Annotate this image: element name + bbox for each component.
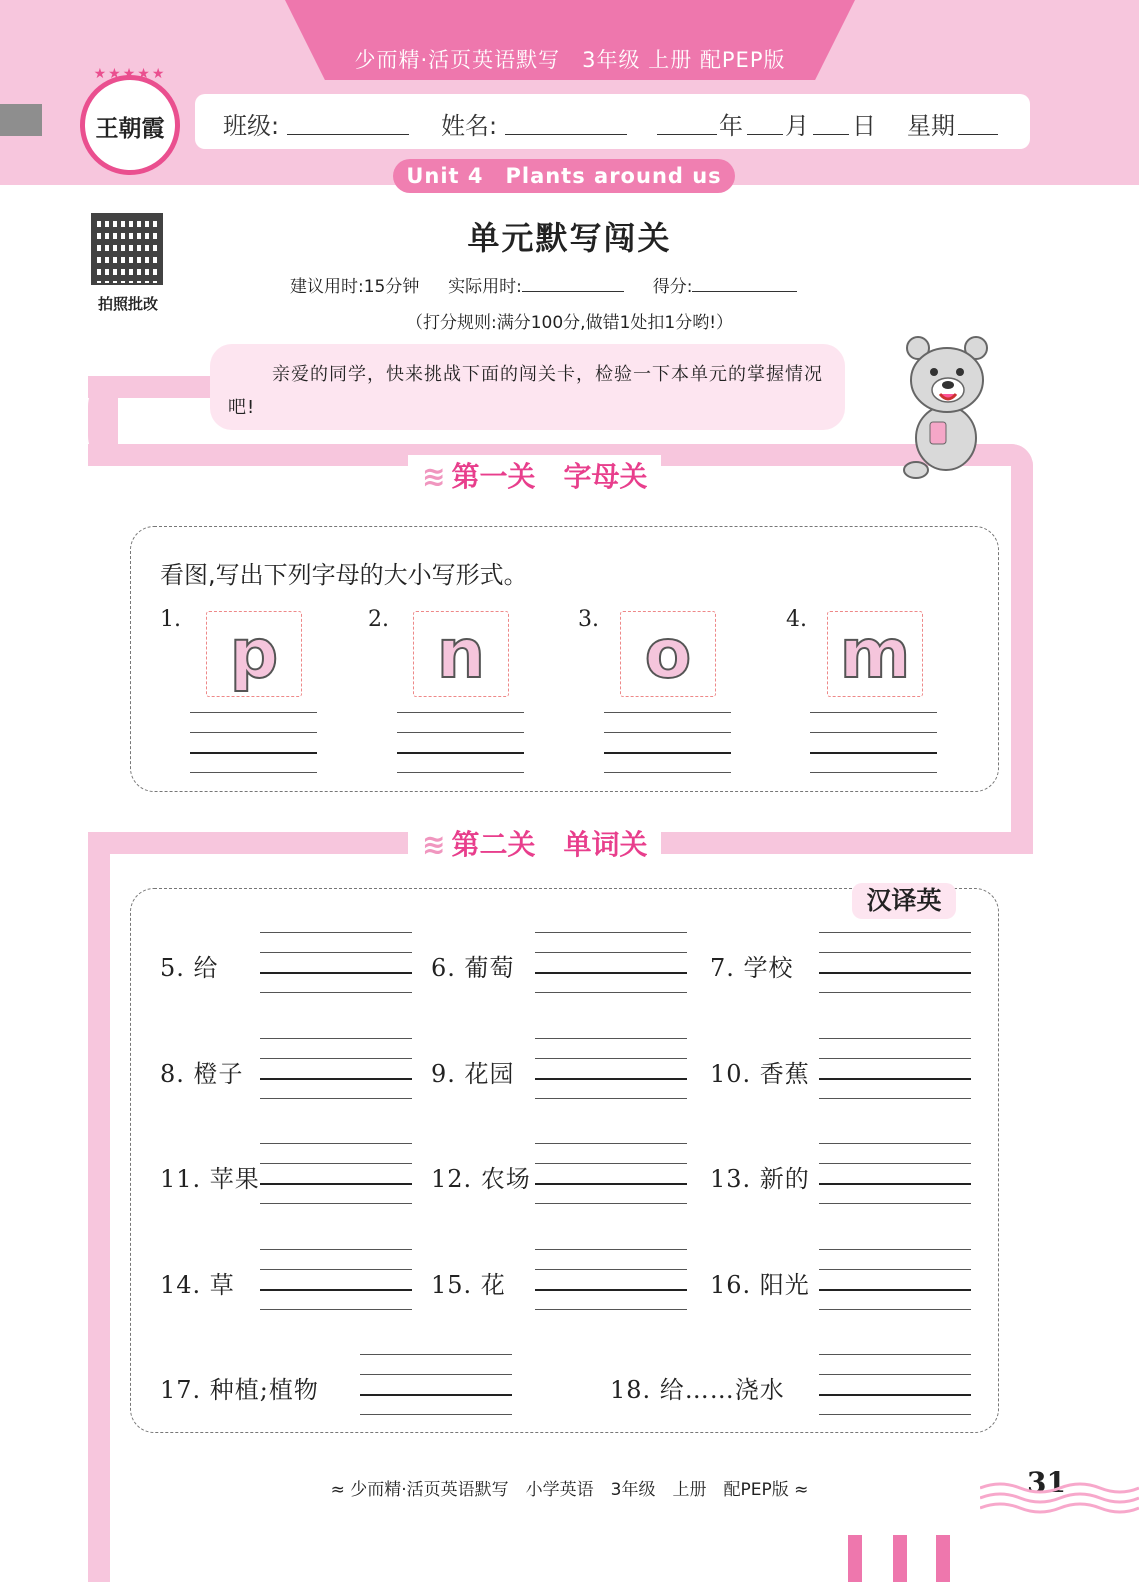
time-info xyxy=(290,272,797,297)
writing-line xyxy=(535,992,687,993)
letter-card-m xyxy=(827,611,923,697)
footer-wave-decoration xyxy=(980,1478,1139,1518)
writing-line xyxy=(535,1269,687,1270)
writing-line xyxy=(535,1163,687,1164)
word-item: 6. 葡萄 xyxy=(431,954,515,982)
writing-line xyxy=(535,1098,687,1099)
writing-line xyxy=(360,1374,512,1375)
track-segment xyxy=(88,832,110,1582)
level2-heading xyxy=(408,823,661,863)
level1-instruction: 看图,写出下列字母的大小写形式。 xyxy=(160,561,528,589)
day-label: 日 xyxy=(852,112,876,140)
student-info-box xyxy=(195,94,1030,149)
suggested-time: 建议用时:15分钟 xyxy=(290,277,420,297)
writing-line xyxy=(535,1309,687,1310)
logo-stars: ★★★★★ xyxy=(93,66,167,82)
week-field[interactable] xyxy=(958,134,998,135)
page-number: 31 xyxy=(1027,1466,1066,1499)
writing-line xyxy=(260,1203,412,1204)
writing-line xyxy=(397,712,524,713)
writing-line xyxy=(819,1309,971,1310)
writing-line xyxy=(810,712,937,713)
speech-bubble-text: 亲爱的同学，快来挑战下面的闯关卡，检验一下本单元的掌握情况吧! xyxy=(228,364,823,418)
writing-line[interactable] xyxy=(810,752,937,754)
writing-line xyxy=(819,1414,971,1415)
writing-line[interactable] xyxy=(535,972,687,974)
writing-line xyxy=(260,932,412,933)
class-field[interactable] xyxy=(287,134,409,135)
writing-line xyxy=(190,732,317,733)
logo-text: 王朝霞 xyxy=(95,115,165,142)
name-label: 姓名: xyxy=(441,112,498,140)
word-item: 9. 花园 xyxy=(431,1060,515,1088)
scoring-rule: （打分规则:满分100分,做错1处扣1分哟!） xyxy=(405,313,734,333)
letter-card-o xyxy=(620,611,716,697)
level2-title: 第二关 单词关 xyxy=(451,828,648,861)
word-item: 14. 草 xyxy=(160,1271,235,1299)
item-number: 1. xyxy=(160,607,181,632)
translate-tag: 汉译英 xyxy=(852,883,956,919)
writing-line xyxy=(819,1143,971,1144)
writing-line xyxy=(819,1354,971,1355)
actual-time-label: 实际用时: xyxy=(448,277,522,297)
unit-title: Unit 4 Plants around us xyxy=(393,159,735,193)
writing-line xyxy=(260,952,412,953)
writing-line xyxy=(535,952,687,953)
writing-line[interactable] xyxy=(260,1289,412,1291)
level1-heading xyxy=(408,455,661,495)
writing-line xyxy=(604,732,731,733)
edge-marker xyxy=(0,104,42,136)
writing-line xyxy=(819,1098,971,1099)
writing-line xyxy=(190,772,317,773)
score-label: 得分: xyxy=(652,277,693,297)
series-title: 少而精·活页英语默写 3年级 上册 配PEP版 xyxy=(354,48,786,72)
name-field[interactable] xyxy=(505,134,627,135)
word-item: 10. 香蕉 xyxy=(710,1060,810,1088)
writing-line[interactable] xyxy=(260,1183,412,1185)
month-field[interactable] xyxy=(747,134,783,135)
writing-line xyxy=(260,992,412,993)
writing-line xyxy=(535,1058,687,1059)
writing-line xyxy=(819,952,971,953)
writing-line xyxy=(260,1309,412,1310)
qr-label: 拍照批改 xyxy=(97,295,158,313)
word-item: 11. 苹果 xyxy=(160,1165,260,1193)
letter-image: o xyxy=(644,614,692,694)
writing-line xyxy=(535,1249,687,1250)
footer-text: ≈ 少而精·活页英语默写 小学英语 3年级 上册 配PEP版 ≈ xyxy=(330,1480,809,1500)
actual-time-field[interactable] xyxy=(522,291,624,292)
writing-line xyxy=(819,1203,971,1204)
writing-line xyxy=(535,1143,687,1144)
item-number: 3. xyxy=(578,607,599,632)
word-item: 16. 阳光 xyxy=(710,1271,810,1299)
word-item: 8. 橙子 xyxy=(160,1060,244,1088)
writing-line xyxy=(397,732,524,733)
wave-icon: ≋ xyxy=(422,828,446,861)
level1-title: 第一关 字母关 xyxy=(451,460,648,493)
writing-line xyxy=(397,772,524,773)
writing-line xyxy=(819,1374,971,1375)
month-label: 月 xyxy=(785,112,809,140)
letter-image: m xyxy=(839,614,911,694)
writing-line[interactable] xyxy=(190,752,317,754)
writing-line xyxy=(810,772,937,773)
word-item: 5. 给 xyxy=(160,954,219,982)
writing-line xyxy=(260,1163,412,1164)
writing-line xyxy=(819,1038,971,1039)
word-item: 7. 学校 xyxy=(710,954,794,982)
score-field[interactable] xyxy=(692,291,797,292)
writing-line[interactable] xyxy=(397,752,524,754)
writing-line[interactable] xyxy=(535,1289,687,1291)
item-number: 4. xyxy=(786,607,807,632)
writing-line xyxy=(260,1098,412,1099)
page-tab-mark xyxy=(848,1535,862,1582)
word-item: 15. 花 xyxy=(431,1271,506,1299)
writing-line xyxy=(819,1249,971,1250)
writing-line xyxy=(260,1249,412,1250)
writing-line xyxy=(819,1163,971,1164)
writing-line xyxy=(604,772,731,773)
item-number: 2. xyxy=(368,607,389,632)
writing-line xyxy=(260,1143,412,1144)
wave-icon: ≋ xyxy=(422,460,446,493)
bear-mascot xyxy=(888,330,1008,480)
writing-line xyxy=(360,1414,512,1415)
day-field[interactable] xyxy=(813,134,849,135)
writing-line[interactable] xyxy=(360,1394,512,1396)
word-item: 17. 种植;植物 xyxy=(160,1376,319,1404)
writing-line[interactable] xyxy=(819,1394,971,1396)
writing-line xyxy=(260,1058,412,1059)
writing-line[interactable] xyxy=(260,972,412,974)
writing-line xyxy=(535,1038,687,1039)
word-item: 12. 农场 xyxy=(431,1165,531,1193)
letter-image: p xyxy=(229,614,279,694)
page-title: 单元默写闯关 xyxy=(467,219,672,257)
writing-line[interactable] xyxy=(535,1183,687,1185)
writing-line xyxy=(360,1354,512,1355)
writing-line xyxy=(260,1269,412,1270)
writing-line xyxy=(819,932,971,933)
letter-image: n xyxy=(436,614,486,694)
writing-line[interactable] xyxy=(819,1183,971,1185)
letter-card-n xyxy=(413,611,509,697)
writing-line[interactable] xyxy=(819,1289,971,1291)
writing-line xyxy=(535,932,687,933)
page-tab-mark xyxy=(893,1535,907,1582)
year-field[interactable] xyxy=(657,134,717,135)
letter-card-p xyxy=(206,611,302,697)
writing-line[interactable] xyxy=(604,752,731,754)
writing-line[interactable] xyxy=(819,972,971,974)
level2-box xyxy=(130,888,999,1433)
writing-line xyxy=(260,1038,412,1039)
word-item: 13. 新的 xyxy=(710,1165,810,1193)
writing-line[interactable] xyxy=(260,1078,412,1080)
writing-line[interactable] xyxy=(535,1078,687,1080)
writing-line xyxy=(819,1058,971,1059)
writing-line xyxy=(819,992,971,993)
writing-line xyxy=(604,712,731,713)
year-label: 年 xyxy=(719,112,743,140)
writing-line xyxy=(190,712,317,713)
word-item: 18. 给……浇水 xyxy=(610,1376,785,1404)
writing-line xyxy=(535,1203,687,1204)
week-label: 星期 xyxy=(907,112,955,140)
track-segment xyxy=(88,376,213,398)
class-label: 班级: xyxy=(223,112,280,140)
writing-line xyxy=(819,1269,971,1270)
track-segment xyxy=(1011,444,1033,854)
page-tab-mark xyxy=(936,1535,950,1582)
writing-line[interactable] xyxy=(819,1078,971,1080)
writing-line xyxy=(810,732,937,733)
